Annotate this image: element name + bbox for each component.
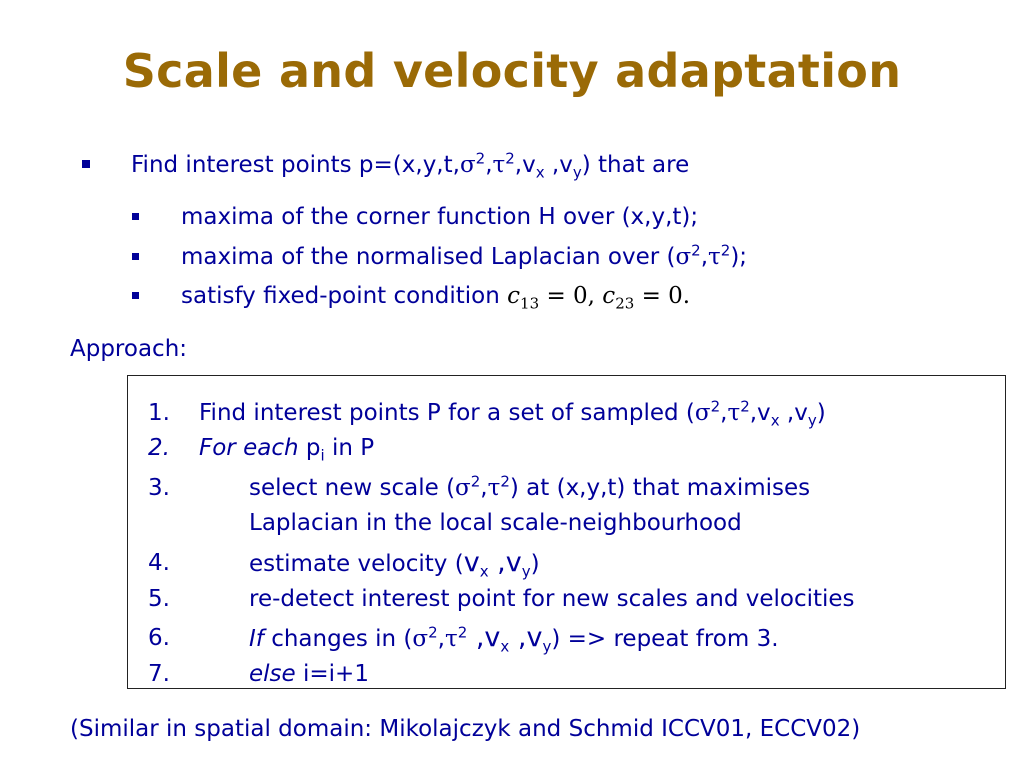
step-3-text-line2: Laplacian in the local scale-neighbourhood <box>249 510 742 536</box>
text-segment: Find interest points p=(x,y,t, <box>131 152 460 178</box>
text-segment: , <box>480 475 488 501</box>
sigma-symbol: σ <box>675 244 692 270</box>
approach-label: Approach: <box>70 336 188 362</box>
step-7-text <box>249 659 369 689</box>
text-segment: ,v <box>749 400 771 426</box>
text-segment: changes in ( <box>263 626 413 652</box>
text-segment: else <box>249 661 296 687</box>
text-segment: , <box>700 244 709 270</box>
footer-citation: (Similar in spatial domain: Mikolajczyk and Schmid ICCV01, ECCV02) <box>70 716 861 742</box>
subscript: x <box>535 163 545 182</box>
text-segment: , <box>720 400 728 426</box>
tau-symbol: τ <box>444 626 458 652</box>
superscript: 2 <box>691 241 701 260</box>
step-number: 6. <box>148 625 170 651</box>
math-expression: = 0, <box>539 283 603 309</box>
sub-bullet-2 <box>181 242 747 272</box>
text-segment: maxima of the normalised Laplacian over ( <box>181 244 676 270</box>
superscript: 2 <box>505 149 515 168</box>
subscript: y <box>807 411 817 430</box>
text-segment: ) => repeat from 3. <box>551 626 779 652</box>
step-number: 7. <box>148 661 170 687</box>
math-variable: c <box>602 283 616 309</box>
superscript: 2 <box>740 397 750 416</box>
subscript: y <box>572 163 582 182</box>
subscript: y <box>542 637 552 656</box>
text-segment: ) <box>816 400 826 426</box>
text-segment: ,v <box>779 400 808 426</box>
step-number: 1. <box>148 400 170 426</box>
text-segment: If <box>249 626 264 652</box>
subscript: 13 <box>520 294 540 313</box>
step-number: 4. <box>148 550 170 576</box>
math-variable: c <box>507 283 521 309</box>
subscript: y <box>521 562 531 581</box>
text-segment: in P <box>324 435 375 461</box>
tau-symbol: τ <box>492 152 506 178</box>
text-segment: For each <box>199 435 299 461</box>
superscript: 2 <box>428 623 438 642</box>
text-segment: i=i+1 <box>295 661 369 687</box>
subscript: x <box>479 562 489 581</box>
sub-bullet-1: maxima of the corner function H over (x,y,t); <box>181 204 699 230</box>
step-1-text <box>199 398 826 428</box>
text-segment: ); <box>730 244 748 270</box>
superscript: 2 <box>475 149 486 168</box>
text-segment: p <box>298 435 321 461</box>
sigma-symbol: σ <box>412 626 429 652</box>
step-3-text <box>249 473 810 503</box>
tau-symbol: τ <box>487 475 501 501</box>
bullet-marker <box>82 160 90 168</box>
tau-symbol: τ <box>708 244 721 270</box>
step-number: 3. <box>148 475 170 501</box>
main-bullet-text <box>131 150 689 180</box>
bullet-marker <box>132 253 139 260</box>
step-5-text: re-detect interest point for new scales and velocities <box>249 586 855 612</box>
subscript: x <box>500 637 510 656</box>
superscript: 2 <box>500 472 510 491</box>
slide-title: Scale and velocity adaptation <box>122 44 902 98</box>
text-segment: Find interest points P for a set of sampled ( <box>199 400 695 426</box>
subscript: 23 <box>615 294 635 313</box>
superscript: 2 <box>710 397 721 416</box>
text-segment: ) <box>530 551 540 577</box>
text-segment: ) that are <box>581 152 690 178</box>
step-number: 2. <box>148 435 170 461</box>
sigma-symbol: σ <box>694 400 711 426</box>
text-segment: estimate velocity ( <box>249 551 464 577</box>
sub-bullet-3 <box>181 281 690 311</box>
sigma-symbol: σ <box>459 152 476 178</box>
step-6-text <box>249 623 779 654</box>
math-expression: = 0. <box>634 283 691 309</box>
step-4-text <box>249 548 540 579</box>
text-segment: ) at (x,y,t) that maximises <box>509 475 811 501</box>
superscript: 2 <box>470 472 481 491</box>
tau-symbol: τ <box>727 400 741 426</box>
text-segment: , <box>485 152 493 178</box>
text-segment: ,v <box>488 547 522 578</box>
text-segment: ,v <box>544 152 573 178</box>
text-segment: , <box>437 626 445 652</box>
text-segment: ,v <box>467 622 501 653</box>
step-number: 5. <box>148 586 170 612</box>
bullet-marker <box>132 292 139 299</box>
text-segment: ,v <box>509 622 543 653</box>
text-segment: ,v <box>514 152 536 178</box>
bullet-marker <box>132 213 139 220</box>
superscript: 2 <box>457 623 468 642</box>
superscript: 2 <box>720 241 731 260</box>
sigma-symbol: σ <box>455 475 471 501</box>
step-2-text <box>199 433 374 463</box>
subscript: i <box>320 446 325 465</box>
text-segment: v <box>463 547 480 578</box>
subscript: x <box>770 411 780 430</box>
text-segment: select new scale ( <box>249 475 456 501</box>
text-segment: satisfy fixed-point condition <box>181 283 508 309</box>
